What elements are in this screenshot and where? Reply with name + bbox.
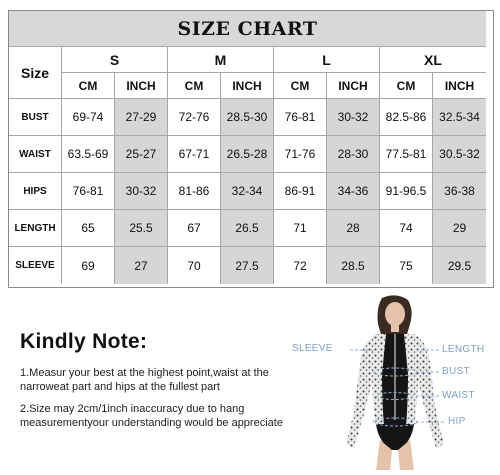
- size-column-label: Size: [9, 47, 62, 99]
- table-cell: 69-74: [62, 99, 115, 136]
- right-sleeve-shape: [414, 334, 444, 448]
- row-label-sleeve: SLEEVE: [9, 247, 62, 284]
- label-sleeve: SLEEVE: [292, 343, 333, 354]
- swimsuit-model-illustration: [290, 294, 500, 470]
- table-cell: 81-86: [168, 173, 221, 210]
- table-cell: 30.5-32: [433, 136, 486, 173]
- note-heading: Kindly Note:: [20, 330, 148, 353]
- label-waist: WAIST: [442, 390, 475, 401]
- table-cell: 63.5-69: [62, 136, 115, 173]
- unit-header-inch: INCH: [327, 73, 380, 99]
- table-cell: 76-81: [274, 99, 327, 136]
- table-cell: 27-29: [115, 99, 168, 136]
- label-hip: HIP: [448, 416, 466, 427]
- unit-header-inch: INCH: [221, 73, 274, 99]
- table-cell: 30-32: [327, 99, 380, 136]
- table-cell: 26.5: [221, 210, 274, 247]
- unit-header-inch: INCH: [115, 73, 168, 99]
- unit-header-cm: CM: [168, 73, 221, 99]
- size-header-l: L: [274, 47, 380, 73]
- table-cell: 26.5-28: [221, 136, 274, 173]
- table-cell: 32.5-34: [433, 99, 486, 136]
- table-cell: 77.5-81: [380, 136, 433, 173]
- row-label-length: LENGTH: [9, 210, 62, 247]
- table-cell: 36-38: [433, 173, 486, 210]
- note-item-inaccuracy: 2.Size may 2cm/1inch inaccuracy due to hang measurementyour understanding would be appreciate: [20, 403, 283, 429]
- table-cell: 28.5-30: [221, 99, 274, 136]
- table-cell: 71: [274, 210, 327, 247]
- table-cell: 27: [115, 247, 168, 284]
- table-cell: 28.5: [327, 247, 380, 284]
- table-cell: 29: [433, 210, 486, 247]
- table-cell: 72: [274, 247, 327, 284]
- label-length: LENGTH: [442, 344, 485, 355]
- table-cell: 67: [168, 210, 221, 247]
- table-cell: 69: [62, 247, 115, 284]
- measurement-figure: [290, 294, 500, 470]
- unit-header-cm: CM: [62, 73, 115, 99]
- unit-header-cm: CM: [380, 73, 433, 99]
- table-cell: 29.5: [433, 247, 486, 284]
- table-cell: 67-71: [168, 136, 221, 173]
- face-shape: [385, 302, 405, 326]
- table-cell: 70: [168, 247, 221, 284]
- size-chart-table: [8, 10, 494, 288]
- unit-header-cm: CM: [274, 73, 327, 99]
- size-header-m: M: [168, 47, 274, 73]
- table-cell: 28-30: [327, 136, 380, 173]
- table-cell: 71-76: [274, 136, 327, 173]
- unit-header-inch: INCH: [433, 73, 486, 99]
- size-header-s: S: [62, 47, 168, 73]
- table-cell: 76-81: [62, 173, 115, 210]
- kindly-note: [20, 330, 310, 438]
- table-cell: 30-32: [115, 173, 168, 210]
- table-cell: 65: [62, 210, 115, 247]
- table-cell: 34-36: [327, 173, 380, 210]
- table-cell: 91-96.5: [380, 173, 433, 210]
- table-cell: 28: [327, 210, 380, 247]
- neck-shape: [391, 324, 399, 332]
- table-cell: 82.5-86: [380, 99, 433, 136]
- left-sleeve-shape: [346, 334, 376, 448]
- table-cell: 86-91: [274, 173, 327, 210]
- table-cell: 27.5: [221, 247, 274, 284]
- table-cell: 32-34: [221, 173, 274, 210]
- chart-title: SIZE CHART: [9, 11, 486, 47]
- table-cell: 25.5: [115, 210, 168, 247]
- table-cell: 72-76: [168, 99, 221, 136]
- label-bust: BUST: [442, 366, 470, 377]
- size-header-xl: XL: [380, 47, 486, 73]
- table-cell: 25-27: [115, 136, 168, 173]
- table-cell: 75: [380, 247, 433, 284]
- row-label-waist: WAIST: [9, 136, 62, 173]
- note-item-measure: 1.Measur your best at the highest point,waist at the narroweat part and hips at the fullest part: [20, 367, 269, 393]
- table-cell: 74: [380, 210, 433, 247]
- row-label-bust: BUST: [9, 99, 62, 136]
- row-label-hips: HIPS: [9, 173, 62, 210]
